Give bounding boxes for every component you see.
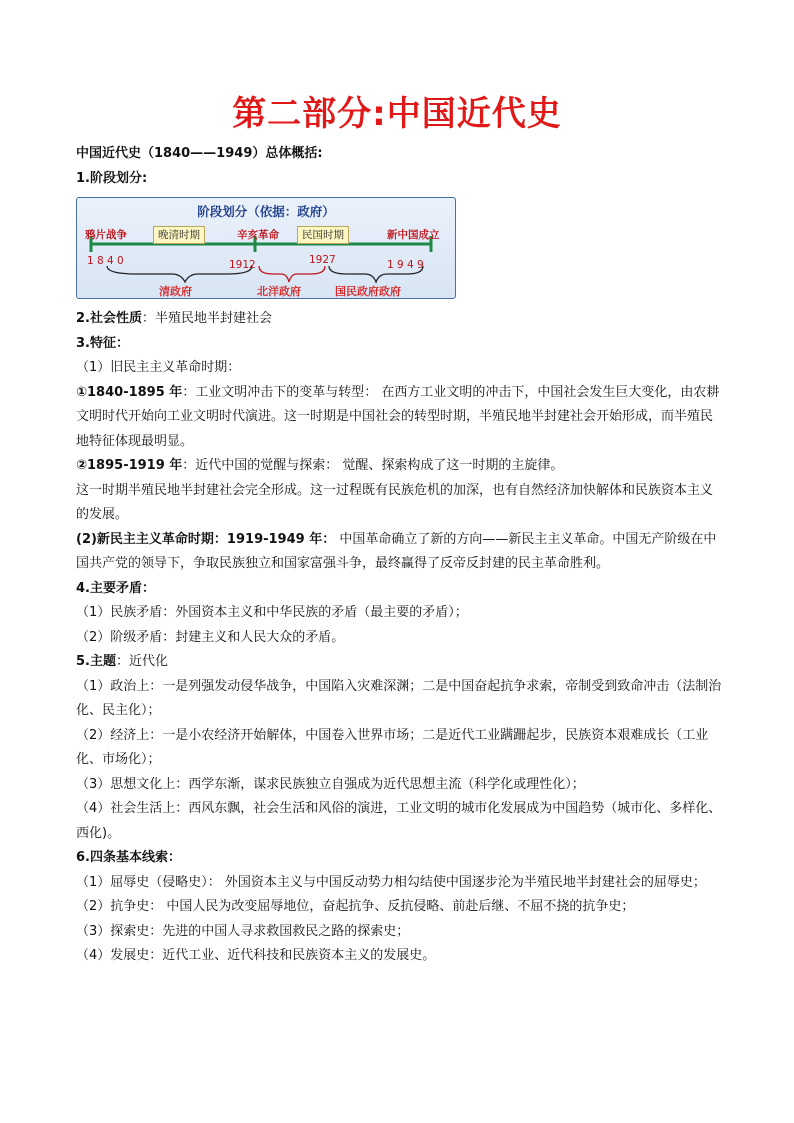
para-3-2-lead: ①1840-1895 年 [76, 384, 183, 400]
document-body [76, 142, 724, 969]
year-1840: 1 8 4 0 [87, 255, 124, 267]
para-6-2: （2）抗争史： 中国人民为改变屈辱地位，奋起抗争、反抗侵略、前赴后继、不屈不挠的抗争史； [76, 899, 635, 914]
para-3-5-lead: (2)新民主主义革命时期：1919-1949 年： [76, 531, 336, 547]
para-3-5-text: 中国革命确立了新的方向——新民主主义革命。中国无产阶级在中国共产党的领导下，争取民族独立和国家富强斗争，最终赢得了反帝反封建的民主革命胜利。 [76, 531, 717, 571]
section-2 [76, 307, 724, 332]
gov-qing: 清政府 [159, 285, 192, 298]
section-5 [76, 650, 724, 675]
year-1949: 1 9 4 9 [387, 259, 424, 271]
para-3-1: （1）旧民主主义革命时期： [76, 360, 241, 375]
para-3-4: 这一时期半殖民地半封建社会完全形成。这一过程既有民族危机的加深，也有自然经济加快解体和民族资本主义的发展。 [76, 482, 714, 522]
event-opium-war: 鸦片战争 [85, 229, 127, 241]
section-5-heading: 5.主题 [76, 654, 116, 669]
para-3-3-text: ：近代中国的觉醒与探索： 觉醒、探索构成了这一时期的主旋律。 [182, 458, 564, 473]
section-6-heading: 6.四条基本线索： [76, 850, 181, 865]
para-5-1: （1）政治上：一是列强发动侵华战争，中国陷入灾难深渊；二是中国奋起抗争求索，帝制受到致命冲击（法制治化、民主化）； [76, 678, 722, 718]
para-3-3-lead: ②1895-1919 年 [76, 458, 183, 473]
para-5-3: （3）思想文化上：西学东渐，谋求民族独立自强成为近代思想主流（科学化或理性化）； [76, 776, 585, 792]
period-late-qing: 晚清时期 [153, 226, 205, 244]
overview-heading: 中国近代史（1840——1949）总体概括: [76, 146, 323, 161]
para-5-2: （2）经济上：一是小农经济开始解体，中国卷入世界市场；二是近代工业蹒跚起步，民族资本艰难成长（工业化、市场化）； [76, 727, 709, 767]
section-5-text: ：近代化 [115, 654, 168, 669]
para-4-2: （2）阶级矛盾：封建主义和人民大众的矛盾。 [76, 629, 345, 645]
section-3-heading: 3.特征： [76, 335, 129, 351]
page-title: 第二部分:中国近代史 [232, 94, 562, 134]
event-xinhai-revolution: 辛亥革命 [237, 229, 279, 241]
section-2-text: ：半殖民地半封建社会 [141, 311, 272, 326]
timeline-figure [76, 197, 456, 299]
year-1912: 1912 [229, 259, 256, 271]
para-3-2 [76, 381, 724, 455]
event-prc-founding: 新中国成立 [387, 229, 440, 241]
year-1927: 1927 [309, 254, 336, 266]
para-3-3 [76, 454, 724, 479]
gov-beiyang: 北洋政府 [257, 285, 301, 298]
section-2-heading: 2.社会性质 [76, 311, 142, 326]
section-1-heading: 1.阶段划分: [76, 170, 148, 186]
para-3-2-text: ：工业文明冲击下的变革与转型： 在西方工业文明的冲击下，中国社会发生巨大变化，由农耕文明时代开始向工业文明时代演进。这一时期是中国社会的转型时期，半殖民地半封建社会开始形成，而半殖民地特征体现最明显。 [76, 384, 720, 449]
para-6-3: （3）探索史：先进的中国人寻求救国救民之路的探索史； [76, 923, 410, 939]
section-4-heading: 4.主要矛盾： [76, 580, 155, 596]
period-republic: 民国时期 [297, 226, 349, 244]
para-6-4: （4）发展史：近代工业、近代科技和民族资本主义的发展史。 [76, 948, 436, 963]
timeline-title: 阶段划分（依据：政府） [197, 204, 335, 219]
para-6-1: （1）屈辱史（侵略史）： 外国资本主义与中国反动势力相勾结使中国逐步沦为半殖民地半封建社会的屈辱史； [76, 874, 706, 890]
para-5-4: （4）社会生活上：西风东飘，社会生活和风俗的演进，工业文明的城市化发展成为中国趋势（城市化、多样化、西化)。 [76, 801, 722, 841]
gov-nationalist: 国民政府政府 [335, 285, 401, 298]
para-3-5 [76, 528, 724, 577]
para-4-1: （1）民族矛盾：外国资本主义和中华民族的矛盾（最主要的矛盾）； [76, 605, 468, 620]
